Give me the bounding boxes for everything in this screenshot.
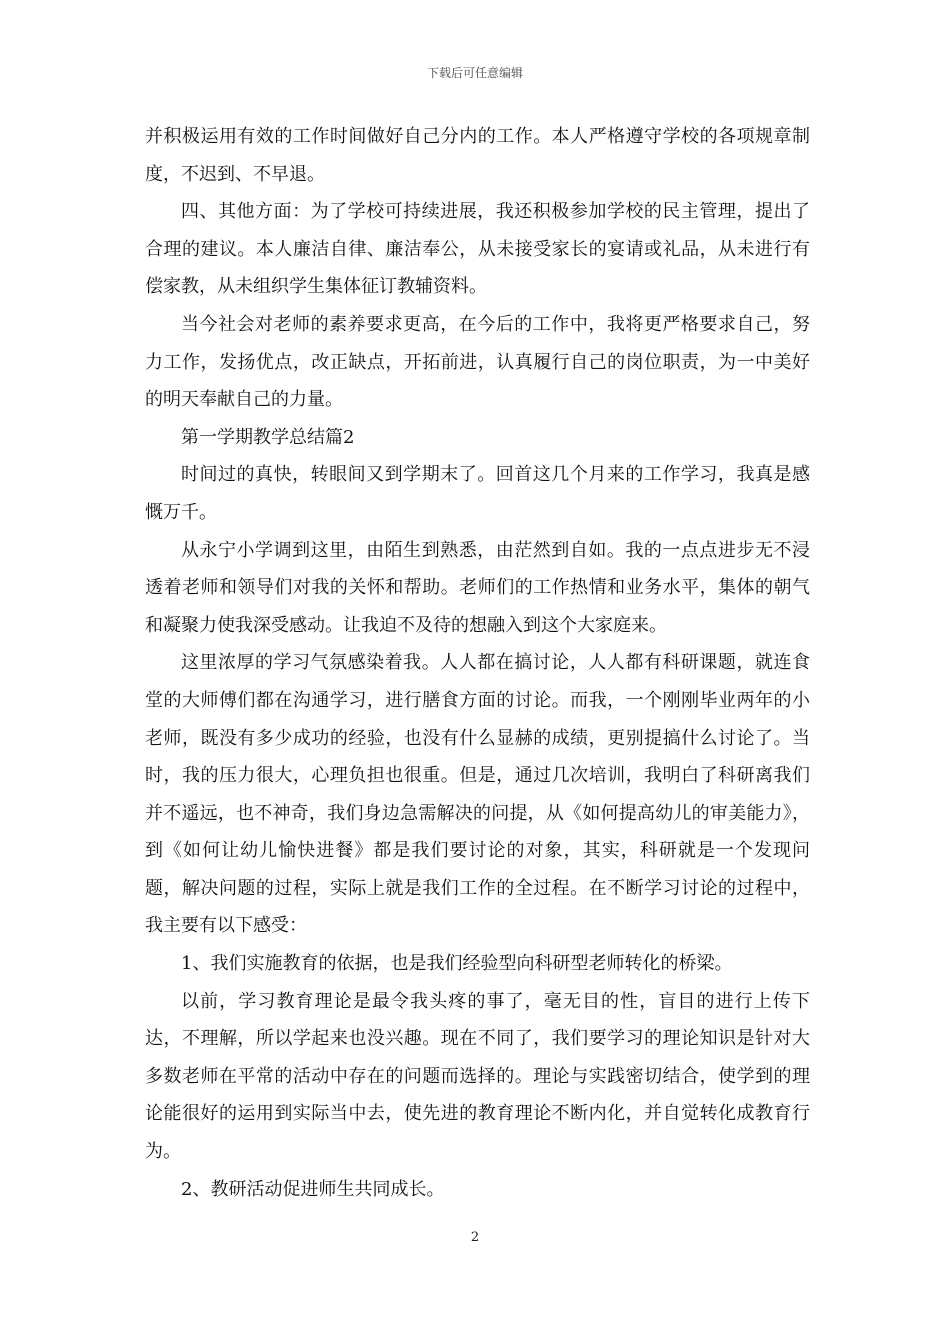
paragraph: 这里浓厚的学习气氛感染着我。人人都在搞讨论，人人都有科研课题，就连食堂的大师傅们都在沟通学习，进行膳食方面的讨论。而我，一个刚刚毕业两年的小老师，既没有多少成功的经验，也没有什么显赫的成绩，更别提搞什么讨论了。当时，我的压力很大，心理负担也很重。但是，通过几次培训，我明白了科研离我们并不遥远，也不神奇，我们身边急需解决的问提，从《如何提高幼儿的审美能力》，到《如何让幼儿愉快进餐》都是我们要讨论的对象，其实，科研就是一个发现问题，解决问题的过程，实际上就是我们工作的全过程。在不断学习讨论的过程中，我主要有以下感受： — [145, 652, 810, 937]
page-header: 下载后可任意编辑 — [426, 66, 523, 80]
paragraph: 并积极运用有效的工作时间做好自己分内的工作。本人严格遵守学校的各项规章制度，不迟到、不早退。 — [145, 126, 810, 185]
document-body — [145, 118, 810, 1208]
list-point: 1、我们实施教育的依据，也是我们经验型向科研型老师转化的桥梁。 — [181, 953, 733, 975]
paragraph: 从永宁小学调到这里，由陌生到熟悉，由茫然到自如。我的一点点进步无不浸透着老师和领导们对我的关怀和帮助。老师们的工作热情和业务水平，集体的朝气和凝聚力使我深受感动。让我迫不及待的想融入到这个大家庭来。 — [145, 539, 810, 636]
paragraph: 四、其他方面：为了学校可持续进展，我还积极参加学校的民主管理，提出了合理的建议。本人廉洁自律、廉洁奉公，从未接受家长的宴请或礼品，从未进行有偿家教，从未组织学生集体征订教辅资料。 — [145, 201, 810, 298]
paragraph: 时间过的真快，转眼间又到学期末了。回首这几个月来的工作学习，我真是感慨万千。 — [145, 464, 810, 523]
paragraph: 当今社会对老师的素养要求更高，在今后的工作中，我将更严格要求自己，努力工作，发扬优点，改正缺点，开拓前进，认真履行自己的岗位职责，为一中美好的明天奉献自己的力量。 — [145, 313, 810, 411]
section-heading: 第一学期教学总结篇2 — [181, 426, 355, 448]
paragraph: 以前，学习教育理论是最令我头疼的事了，毫无目的性，盲目的进行上传下达，不理解，所以学起来也没兴趣。现在不同了，我们要学习的理论知识是针对大多数老师在平常的活动中存在的问题而选择的。理论与实践密切结合，使学到的理论能很好的运用到实际当中去，使先进的教育理论不断内化，并自觉转化成教育行为。 — [145, 990, 810, 1163]
page-number: 2 — [470, 1230, 480, 1245]
list-point: 2、教研活动促进师生共同成长。 — [181, 1178, 445, 1200]
